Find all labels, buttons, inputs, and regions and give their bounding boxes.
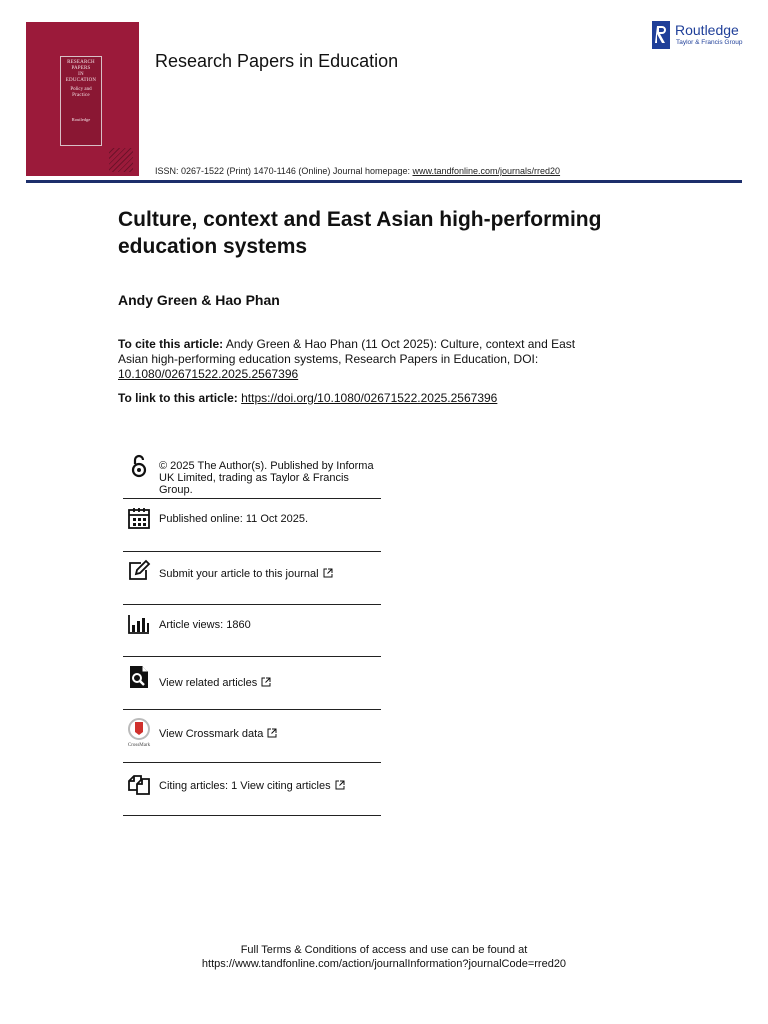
citing-link[interactable]: [159, 780, 345, 792]
crossmark-link[interactable]: [159, 728, 277, 740]
crossmark-row[interactable]: [123, 710, 381, 763]
external-link-icon: [267, 728, 277, 738]
footer-terms: [0, 943, 768, 971]
citing-articles-icon: [127, 772, 151, 796]
article-info-list: [123, 452, 381, 816]
footer-terms-link[interactable]: https://www.tandfonline.com/action/journalInformation?journalCode=rred20: [201, 958, 567, 970]
routledge-r-icon: [652, 21, 670, 49]
cover-title-line: PAPERS: [71, 66, 91, 71]
citing-row[interactable]: [123, 763, 381, 816]
crossmark-label: CrossMark: [127, 743, 151, 748]
license-row: [123, 452, 381, 499]
article-doi-link[interactable]: https://doi.org/10.1080/02671522.2025.2567396: [241, 391, 498, 405]
edit-pencil-icon: [127, 559, 151, 583]
calendar-icon: [127, 506, 151, 530]
journal-title: Research Papers in Education: [155, 51, 399, 71]
cover-title-line: EDUCATION: [65, 78, 97, 83]
article-link-block: [118, 391, 497, 405]
external-link-icon: [261, 677, 271, 687]
related-link[interactable]: [159, 677, 271, 689]
journal-cover-image: [26, 22, 139, 176]
routledge-logo[interactable]: [652, 20, 748, 50]
logo-name: Routledge: [675, 22, 739, 38]
crossmark-text: View Crossmark data: [159, 728, 264, 740]
crossmark-icon: [125, 718, 153, 748]
issn-line: [155, 166, 560, 176]
published-row: [123, 499, 381, 552]
open-access-icon: [127, 454, 151, 478]
cover-title-line: IN: [78, 72, 84, 77]
cover-subtitle-line: Practice: [72, 93, 90, 98]
article-title: Culture, context and East Asian high-performing education systems: [118, 208, 602, 258]
submit-link[interactable]: [159, 568, 333, 580]
external-link-icon: [335, 780, 345, 790]
cover-title-panel: [60, 56, 102, 146]
issn-text: ISSN: 0267-1522 (Print) 1470-1146 (Online) Journal homepage:: [155, 166, 413, 176]
submit-row[interactable]: [123, 552, 381, 605]
citing-text: Citing articles: 1 View citing articles: [159, 780, 331, 792]
views-text: Article views: 1860: [159, 619, 251, 631]
license-text: © 2025 The Author(s). Published by Informa UK Limited, trading as Taylor & Francis Group.: [159, 460, 374, 496]
footer-line-1: Full Terms & Conditions of access and use can be found at: [240, 944, 528, 956]
cover-subtitle-line: Policy and: [70, 87, 92, 92]
cover-publisher: Routledge: [71, 117, 91, 122]
bar-chart-icon: [127, 612, 151, 636]
journal-homepage-link[interactable]: www.tandfonline.com/journals/rred20: [412, 166, 561, 176]
views-row: [123, 605, 381, 657]
header-divider: [26, 180, 742, 183]
cover-hatch-decoration: [109, 148, 133, 172]
cite-doi-link[interactable]: 10.1080/02671522.2025.2567396: [118, 367, 299, 381]
related-text: View related articles: [159, 677, 258, 689]
published-text: Published online: 11 Oct 2025.: [159, 513, 309, 525]
external-link-icon: [323, 568, 333, 578]
submit-text: Submit your article to this journal: [159, 568, 319, 580]
related-row[interactable]: [123, 657, 381, 710]
cite-text: Andy Green & Hao Phan (11 Oct 2025): Culture, context and East Asian high-performing education systems, Research Papers in Education, DOI:: [118, 337, 576, 366]
search-document-icon: [127, 665, 151, 689]
citation-block: [118, 337, 598, 382]
logo-subtitle: Taylor & Francis Group: [676, 39, 743, 46]
link-label: To link to this article:: [118, 391, 242, 405]
cover-title-line: RESEARCH: [67, 60, 95, 65]
article-authors: Andy Green & Hao Phan: [118, 292, 280, 308]
cite-label: To cite this article:: [118, 337, 224, 351]
